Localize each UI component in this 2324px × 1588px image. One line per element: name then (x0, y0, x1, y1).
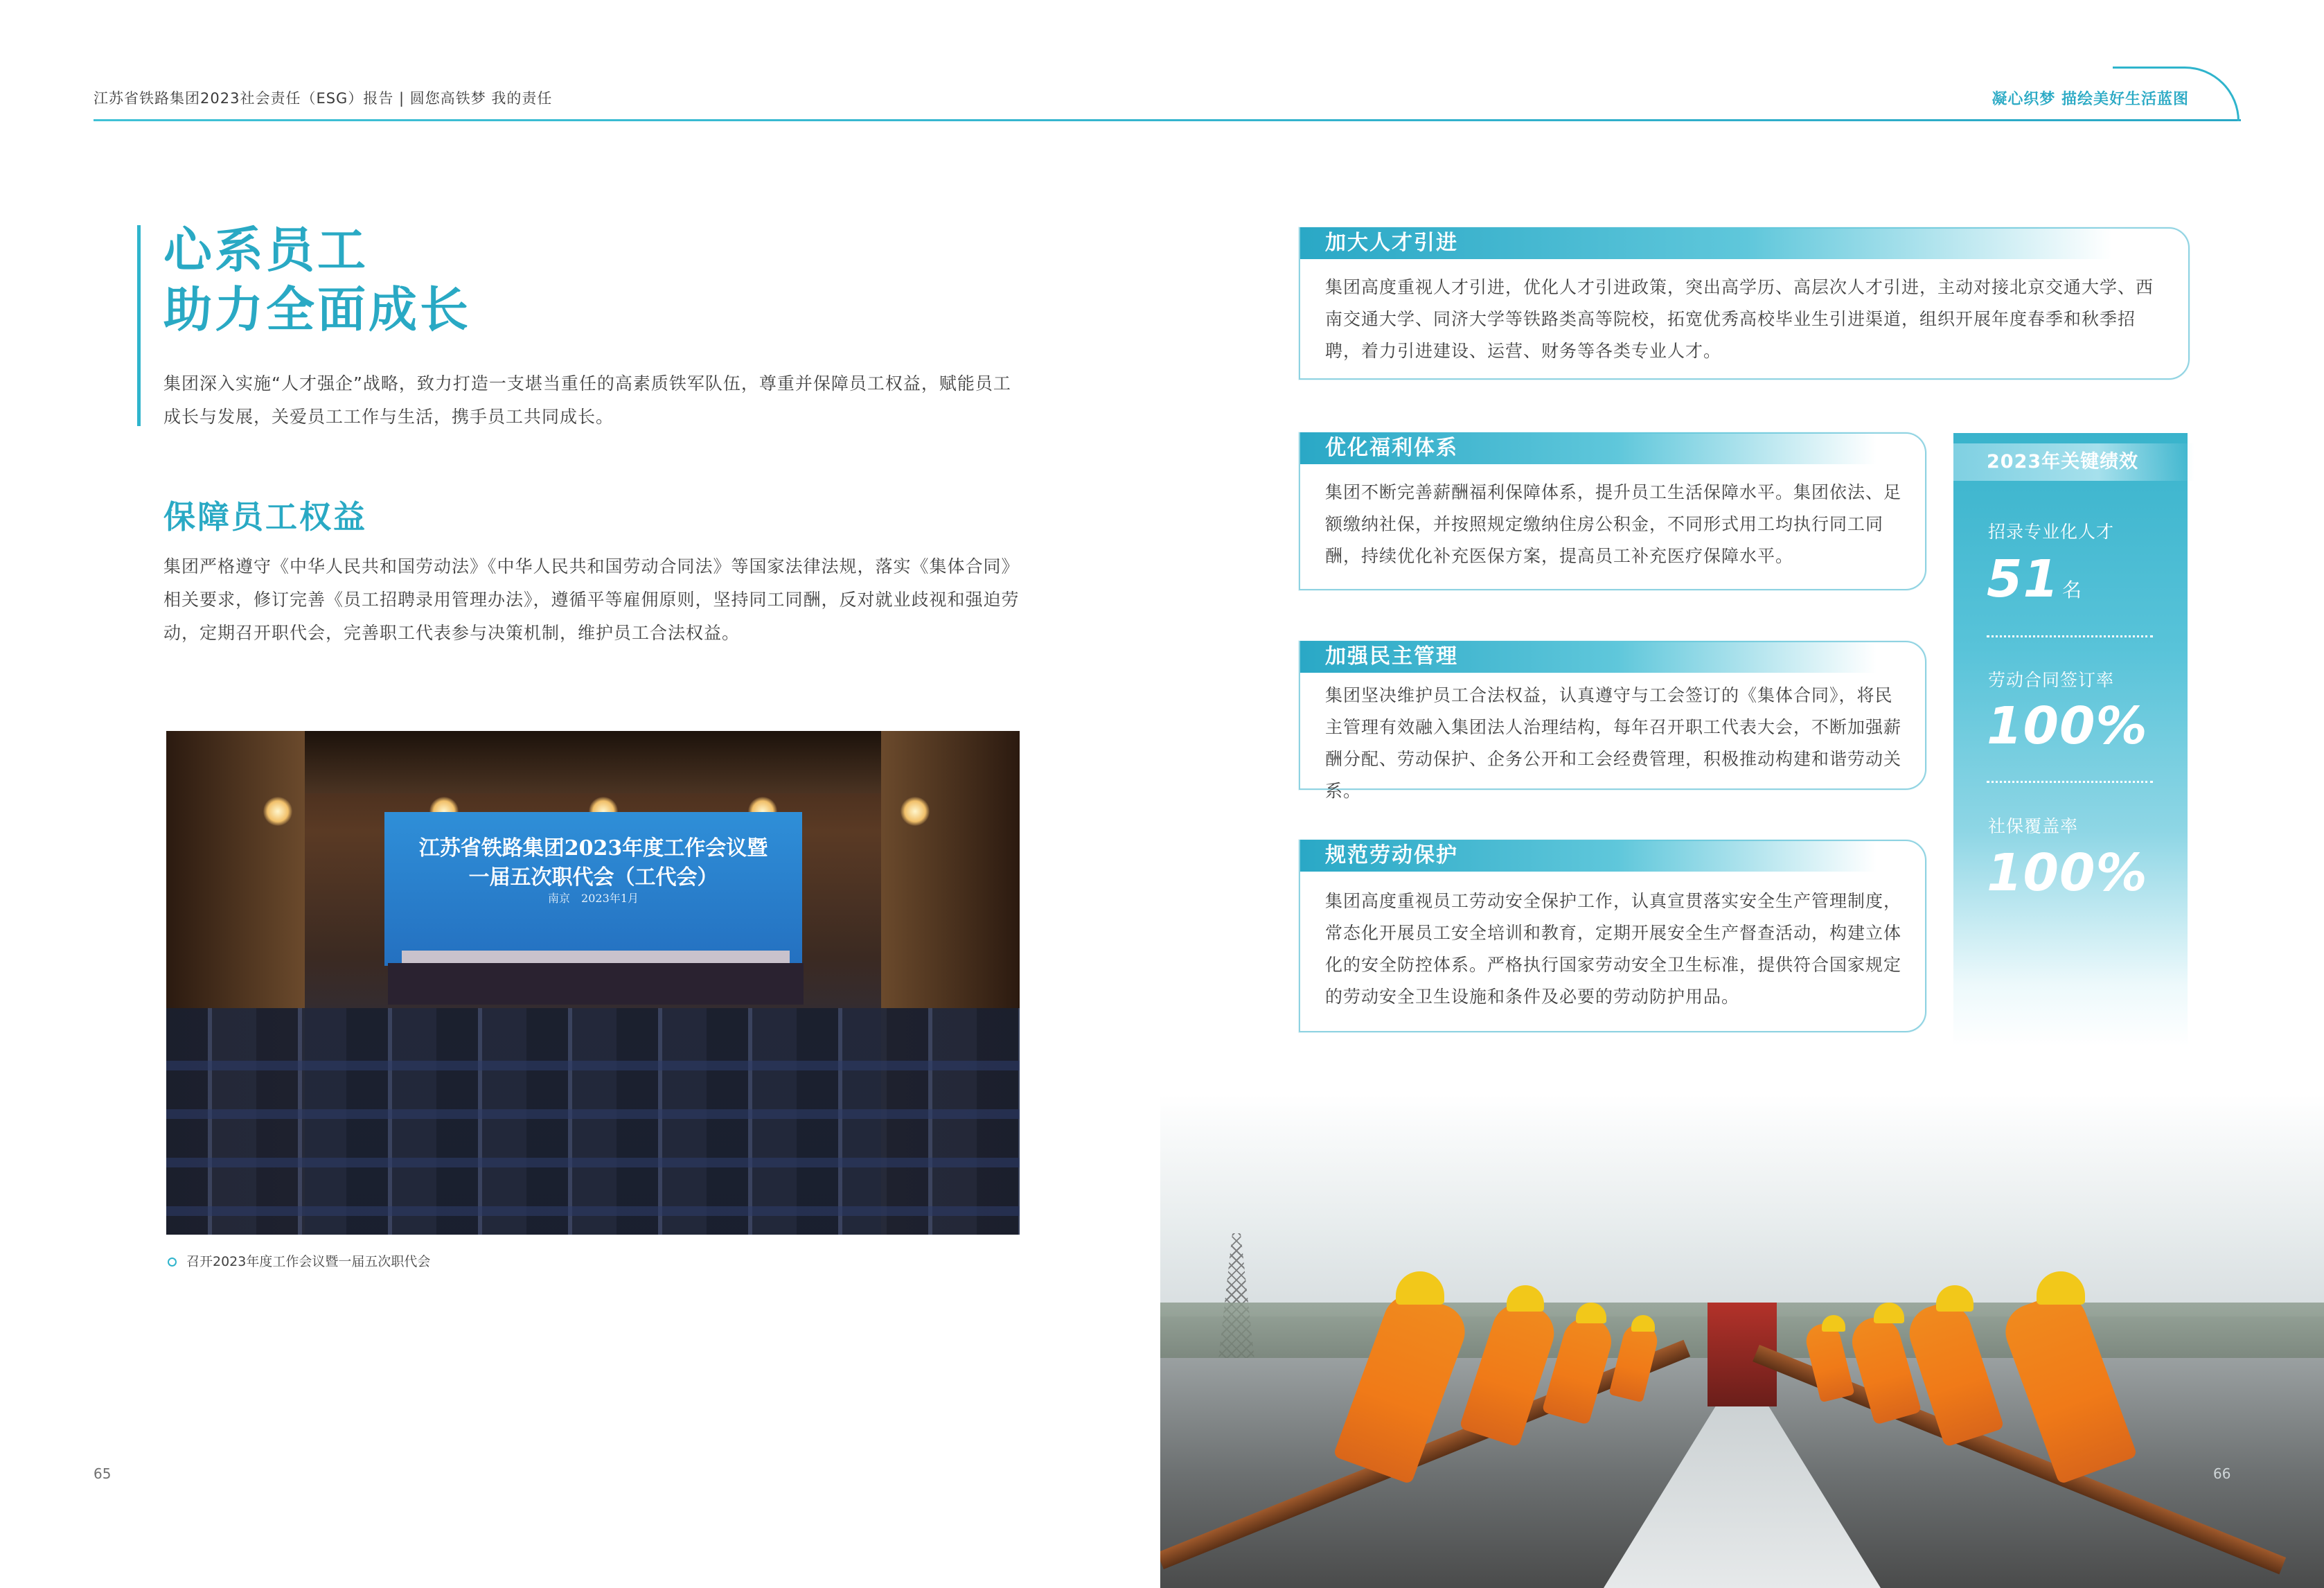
kpi-value: 100% (1987, 843, 2148, 903)
rostrum-front (388, 963, 804, 1005)
meeting-photo (166, 731, 1020, 1235)
kpi-value: 100% (1987, 696, 2148, 756)
card-welfare-system (1299, 432, 1926, 590)
meeting-screen-title: 江苏省铁路集团2023年度工作会议暨 一届五次职代会（工代会） (418, 836, 768, 890)
photo-caption: 召开2023年度工作会议暨一届五次职代会 (168, 1251, 430, 1270)
meeting-screen-subtitle: 南京 2023年1月 (548, 892, 639, 905)
rostrum-table (402, 951, 790, 964)
card-text: 集团不断完善薪酬福利保障体系，提升员工生活保障水平。集团依法、足额缴纳社保，并按照规定缴纳住房公积金，不同形式用工均执行同工同酬，持续优化补充医保方案，提高员工补充医疗保障水平。 (1325, 482, 1902, 566)
audience-desks (166, 1022, 1020, 1235)
intro-paragraph: 集团深入实施“人才强企”战略，致力打造一支堪当重任的高素质铁军队伍，尊重并保障员工权益，赋能员工成长与发展，关爱员工工作与生活，携手员工共同成长。 (163, 373, 1011, 427)
header-divider (94, 119, 2241, 121)
railway-workers-photo (1160, 1095, 2324, 1588)
card-title: 加大人才引进 (1300, 227, 2112, 259)
kpi-separator (1987, 781, 2153, 783)
caption-bullet-icon (168, 1258, 177, 1267)
report-header-title: 江苏省铁路集团2023社会责任（ESG）报告 | 圆您高铁梦 我的责任 (94, 90, 553, 107)
chapter-header-title: 凝心织梦 描绘美好生活蓝图 (1992, 91, 2189, 108)
kpi-label: 招录专业化人才 (1988, 522, 2115, 542)
card-democratic-management (1299, 641, 1926, 801)
card-text: 集团高度重视人才引进，优化人才引进政策，突出高学历、高层次人才引进，主动对接北京交通大学、西南交通大学、同济大学等铁路类高等院校，拓宽优秀高校毕业生引进渠道，组织开展年度春季和秋季招聘，着力引进建设、运营、财务等各类专业人才。 (1325, 277, 2154, 361)
meeting-screen (384, 812, 802, 966)
card-title: 加强民主管理 (1300, 641, 1877, 673)
photo-sky (1160, 1095, 2324, 1316)
header-arc-decoration (2113, 67, 2239, 121)
kpi-heading: 2023年关键绩效 (1953, 443, 2194, 481)
kpi-value: 51 名 (1987, 549, 2082, 609)
page-title-line1: 心系员工 (163, 222, 369, 279)
card-title: 规范劳动保护 (1300, 840, 1877, 872)
kpi-label: 劳动合同签订率 (1988, 670, 2115, 690)
employee-rights-paragraph: 集团严格遵守《中华人民共和国劳动法》《中华人民共和国劳动合同法》等国家法律法规，落实《集体合同》相关要求，修订完善《员工招聘录用管理办法》，遵循平等雇佣原则，坚持同工同酬，反对就业歧视和强迫劳动，定期召开职代会，完善职工代表参与决策机制，维护员工合法权益。 (163, 556, 1020, 643)
ceiling-lamp (263, 797, 292, 826)
card-text: 集团坚决维护员工合法权益，认真遵守与工会签订的《集体合同》，将民主管理有效融入集团法人治理结构，每年召开职工代表大会，不断加强薪酬分配、劳动保护、企务公开和工会经费管理，积极推动构建和谐劳动关系。 (1325, 685, 1902, 801)
kpi-unit: 名 (2061, 579, 2082, 601)
page-title-line2: 助力全面成长 (163, 281, 471, 338)
ceiling-lamp (901, 797, 930, 826)
page-number-right: 66 (2213, 1465, 2231, 1482)
section-title-employee-rights: 保障员工权益 (163, 498, 367, 536)
card-talent-introduction (1299, 227, 2190, 380)
page-number-left: 65 (94, 1465, 112, 1482)
card-text: 集团高度重视员工劳动安全保护工作，认真宣贯落实安全生产管理制度，常态化开展员工安全培训和教育，定期开展安全生产督查活动，构建立体化的安全防控体系。严格执行国家劳动安全卫生标准，提供符合国家规定的劳动安全卫生设施和条件及必要的劳动防护用品。 (1325, 891, 1902, 1007)
kpi-separator (1987, 635, 2153, 637)
card-title: 优化福利体系 (1300, 432, 1877, 464)
section-accent-bar (137, 225, 141, 426)
key-performance-panel (1953, 433, 2188, 1046)
kpi-label: 社保覆盖率 (1988, 816, 2079, 836)
card-labor-protection (1299, 840, 1926, 1032)
page-title (163, 220, 471, 339)
